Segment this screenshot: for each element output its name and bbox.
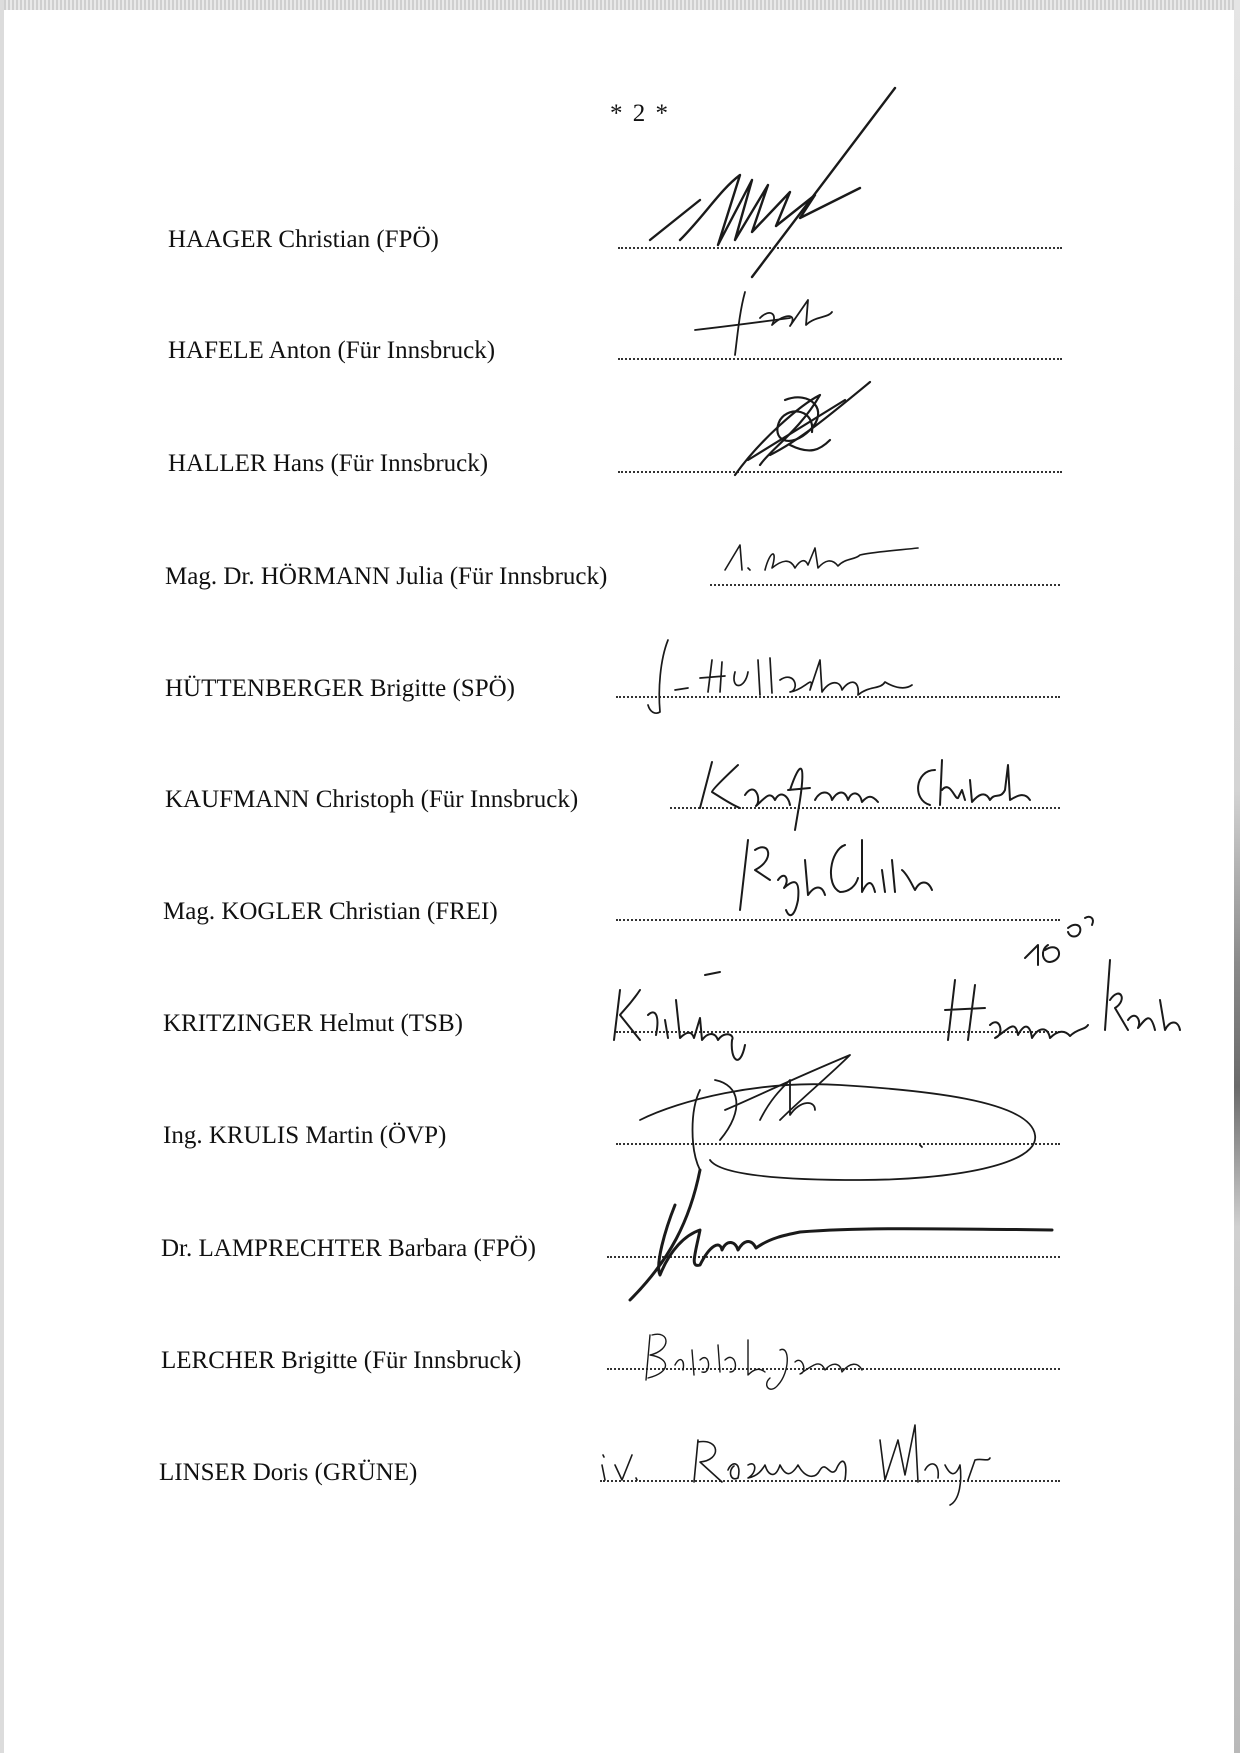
signature-line: [600, 1478, 1060, 1482]
signatory-name: Dr. LAMPRECHTER Barbara (FPÖ): [161, 1235, 536, 1262]
signatory-name: HALLER Hans (Für Innsbruck): [168, 450, 489, 477]
scan-edge-top: [0, 0, 1240, 10]
signatory-name: LERCHER Brigitte (Für Innsbruck): [161, 1347, 522, 1374]
signature-line: [616, 694, 1060, 698]
signature-line: [618, 469, 1062, 473]
signatory-name: HAAGER Christian (FPÖ): [168, 226, 439, 253]
signatory-name: KRITZINGER Helmut (TSB): [163, 1010, 463, 1037]
signature-row: [0, 755, 1240, 815]
page-number: * 2 *: [610, 100, 670, 127]
signatory-name: Mag. KOGLER Christian (FREI): [163, 898, 498, 925]
signature-row: [0, 644, 1240, 704]
signatory-name: HAFELE Anton (Für Innsbruck): [168, 337, 496, 364]
signature-line: [618, 356, 1062, 360]
signatory-name: LINSER Doris (GRÜNE): [159, 1459, 418, 1486]
signatory-name: HÜTTENBERGER Brigitte (SPÖ): [165, 675, 515, 702]
signature-row: [0, 195, 1240, 255]
signature-row: [0, 419, 1240, 479]
signatory-name: Ing. KRULIS Martin (ÖVP): [163, 1122, 447, 1149]
signature-line: [618, 245, 1062, 249]
signature-line: [616, 917, 1060, 921]
signatory-name: KAUFMANN Christoph (Für Innsbruck): [165, 786, 579, 813]
signature-row: [0, 532, 1240, 592]
signature-line: [710, 582, 1060, 586]
signature-row: [0, 1204, 1240, 1264]
signature-row: [0, 1091, 1240, 1151]
signature-line: [616, 1029, 1060, 1033]
signature-row: [0, 1428, 1240, 1488]
signature-line: [607, 1254, 1060, 1258]
signature-row: [0, 306, 1240, 366]
signature-row: [0, 1316, 1240, 1376]
signature-row: [0, 867, 1240, 927]
signature-line: [616, 1141, 1060, 1145]
signature-line: [670, 805, 1060, 809]
signatory-name: Mag. Dr. HÖRMANN Julia (Für Innsbruck): [165, 563, 608, 590]
signature-line: [607, 1366, 1060, 1370]
signature-row: [0, 979, 1240, 1039]
